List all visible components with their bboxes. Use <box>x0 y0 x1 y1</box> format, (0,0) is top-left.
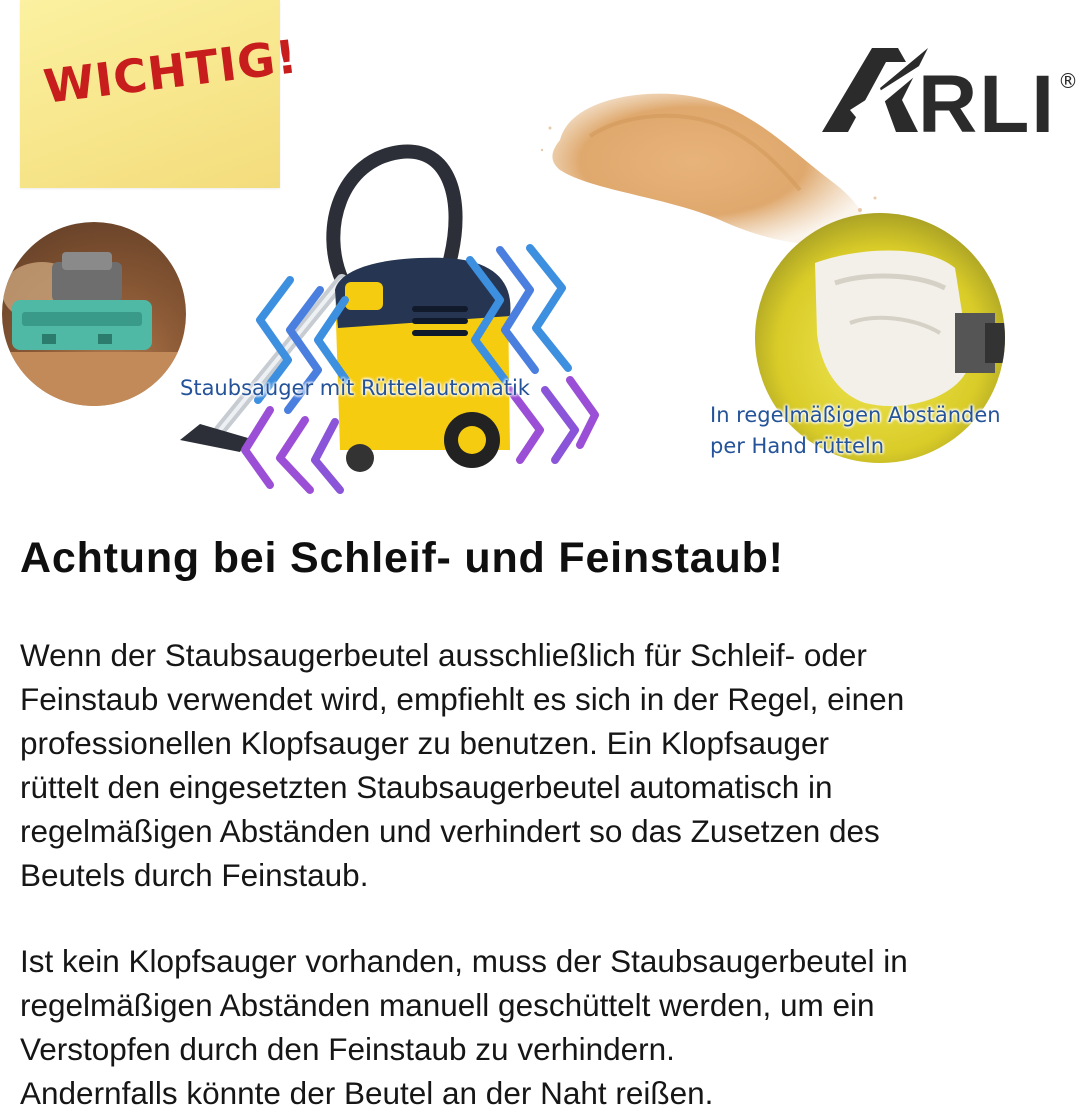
paragraph-line: Feinstaub verwendet wird, empfiehlt es sich in der Regel, einen <box>20 681 905 717</box>
paragraph-line: regelmäßigen Abständen manuell geschüttelt werden, um ein <box>20 987 875 1023</box>
paragraph-line: Verstopfen durch den Feinstaub zu verhindern. <box>20 1031 675 1067</box>
paragraph-line: Beutels durch Feinstaub. <box>20 857 369 893</box>
paragraph-line: Ist kein Klopfsauger vorhanden, muss der Staubsaugerbeutel in <box>20 943 908 979</box>
sander-photo <box>2 222 186 406</box>
logo-wordmark: RLI <box>918 59 1057 150</box>
paragraph-line: rüttelt den eingesetzten Staubsaugerbeutel automatisch in <box>20 769 833 805</box>
logo-registered-mark: ® <box>1058 69 1078 93</box>
paragraph-manual-shaking <box>20 939 1070 1115</box>
caption-hand-rattle <box>710 400 1001 462</box>
note-text: WICHTIG! <box>40 29 301 114</box>
page-heading: Achtung bei Schleif- und Feinstaub! <box>20 534 784 582</box>
vacuum-illustration <box>170 140 610 500</box>
sander-icon <box>2 222 186 406</box>
paragraph-line: Andernfalls könnte der Beutel an der Naht reißen. <box>20 1075 714 1111</box>
paragraph-line: professionellen Klopfsauger zu benutzen. Ein Klopfsauger <box>20 725 830 761</box>
paragraph-line: Wenn der Staubsaugerbeutel ausschließlich für Schleif- oder <box>20 637 867 673</box>
caption-hand-line-1: In regelmäßigen Abständen <box>710 403 1001 427</box>
paragraph-klopfsauger <box>20 633 1070 897</box>
caption-hand-line-2: per Hand rütteln <box>710 434 885 458</box>
caption-auto-rattle: Staubsauger mit Rüttelautomatik <box>180 376 530 400</box>
vacuum-body <box>335 258 510 472</box>
paragraph-line: regelmäßigen Abständen und verhindert so das Zusetzen des <box>20 813 880 849</box>
